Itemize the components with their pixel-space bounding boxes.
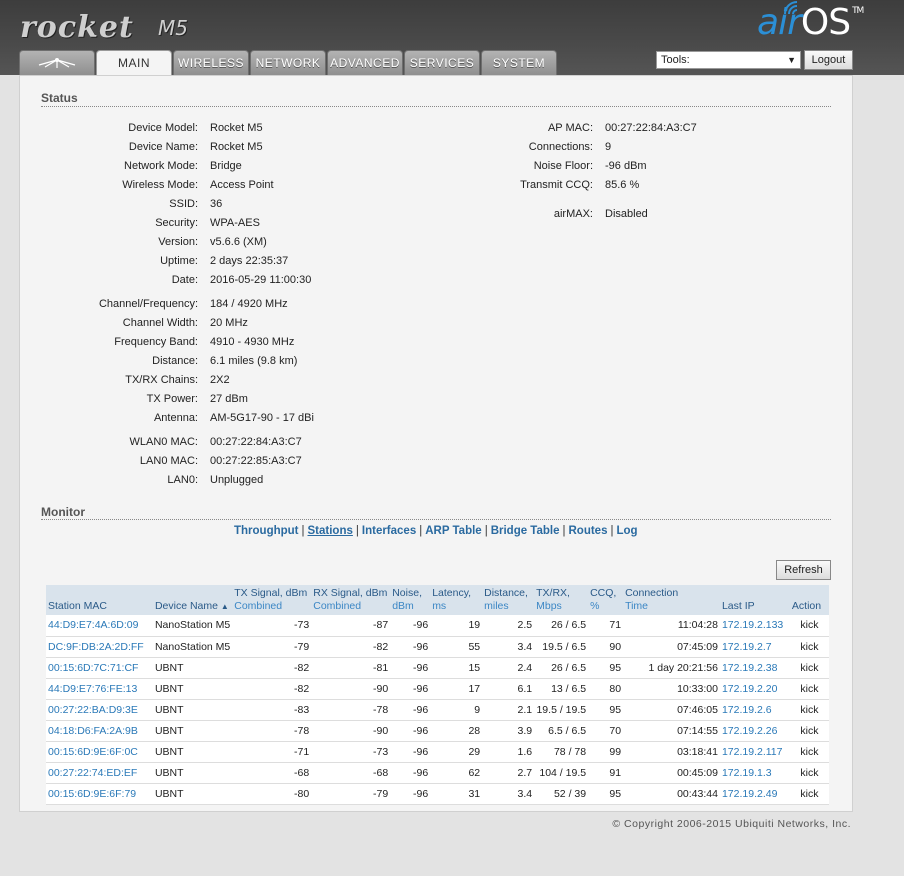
tx-signal: -80 — [232, 783, 311, 804]
kick-link[interactable]: kick — [790, 783, 829, 804]
tx-signal: -82 — [232, 678, 311, 699]
distance: 2.1 — [482, 699, 534, 720]
status-value: WPA-AES — [210, 217, 260, 229]
device-name: NanoStation M5 — [153, 636, 232, 657]
column-header-label: TX Signal, dBm — [234, 587, 308, 599]
device-name: UBNT — [153, 741, 232, 762]
latency: 9 — [430, 699, 482, 720]
tx-signal: -83 — [232, 699, 311, 720]
status-value: v5.6.6 (XM) — [210, 236, 267, 248]
status-label: Wireless Mode: — [122, 179, 198, 191]
noise: -96 — [390, 699, 430, 720]
tx-rx-rate: 78 / 78 — [534, 741, 588, 762]
ccq: 91 — [588, 762, 623, 783]
rx-signal: -90 — [311, 720, 390, 741]
status-label: Date: — [171, 274, 198, 286]
latency: 28 — [430, 720, 482, 741]
distance: 2.4 — [482, 657, 534, 678]
station-mac-link[interactable]: 44:D9:E7:4A:6D:09 — [46, 615, 153, 636]
rx-signal: -81 — [311, 657, 390, 678]
column-header-label: Last IP — [721, 600, 755, 612]
status-label: TX/RX Chains: — [125, 374, 198, 386]
last-ip-link[interactable]: 172.19.2.117 — [720, 741, 790, 762]
tx-rx-rate: 26 / 6.5 — [534, 657, 588, 678]
device-name: UBNT — [153, 783, 232, 804]
monitor-divider — [41, 519, 831, 520]
latency: 15 — [430, 657, 482, 678]
latency: 31 — [430, 783, 482, 804]
station-mac-link[interactable]: 44:D9:E7:76:FE:13 — [46, 678, 153, 699]
status-label: Channel Width: — [122, 317, 198, 329]
kick-link[interactable]: kick — [790, 657, 829, 678]
status-label: Device Model: — [128, 122, 198, 134]
column-header[interactable] — [430, 585, 482, 615]
kick-link[interactable]: kick — [790, 720, 829, 741]
main-panel — [19, 75, 853, 812]
tx-rx-rate: 104 / 19.5 — [534, 762, 588, 783]
connection-time: 00:43:44 — [623, 783, 720, 804]
noise: -96 — [390, 636, 430, 657]
tab-services[interactable]: SERVICES — [404, 50, 480, 75]
status-value: 27 dBm — [210, 393, 248, 405]
tab-ubiquiti-home[interactable] — [19, 50, 95, 75]
tab-network[interactable]: NETWORK — [250, 50, 326, 75]
last-ip-link[interactable]: 172.19.2.6 — [720, 699, 790, 720]
refresh-button[interactable]: Refresh — [776, 560, 831, 580]
column-header-sublabel: Combined — [234, 600, 283, 612]
distance: 1.6 — [482, 741, 534, 762]
column-header[interactable] — [588, 585, 623, 615]
status-value: 2X2 — [210, 374, 230, 386]
tx-rx-rate: 19.5 / 6.5 — [534, 636, 588, 657]
noise: -96 — [390, 741, 430, 762]
column-header-label: Station MAC — [48, 600, 107, 612]
status-section-title: Status — [41, 91, 78, 105]
column-header-label: Device Name — [154, 600, 218, 612]
tools-dropdown[interactable] — [656, 51, 801, 69]
last-ip-link[interactable]: 172.19.1.3 — [720, 762, 790, 783]
column-header-sublabel: miles — [484, 600, 509, 612]
latency: 29 — [430, 741, 482, 762]
stations-header-row — [46, 585, 829, 615]
table-row — [46, 783, 829, 804]
ccq: 71 — [588, 615, 623, 636]
status-label: LAN0 MAC: — [139, 455, 198, 467]
status-value: 184 / 4920 MHz — [210, 298, 288, 310]
status-value: 36 — [210, 198, 223, 210]
latency: 17 — [430, 678, 482, 699]
column-header-label: Distance, — [484, 587, 528, 599]
status-label: Frequency Band: — [114, 336, 198, 348]
last-ip-link[interactable]: 172.19.2.7 — [720, 636, 790, 657]
connection-time: 1 day 20:21:56 — [623, 657, 720, 678]
device-name: UBNT — [153, 657, 232, 678]
airos-logo-suffix: OS — [800, 2, 851, 43]
top-header — [0, 0, 904, 75]
status-value: Unplugged — [210, 474, 264, 486]
tx-signal: -68 — [232, 762, 311, 783]
ccq: 99 — [588, 741, 623, 762]
station-mac-link[interactable]: 00:15:6D:9E:6F:0C — [46, 741, 153, 762]
status-label: LAN0: — [167, 474, 198, 486]
status-label: TX Power: — [146, 393, 198, 405]
status-value: 2 days 22:35:37 — [210, 255, 289, 267]
column-header[interactable] — [232, 585, 311, 615]
distance: 2.5 — [482, 615, 534, 636]
rx-signal: -82 — [311, 636, 390, 657]
tx-rx-rate: 6.5 / 6.5 — [534, 720, 588, 741]
connection-time: 07:45:09 — [623, 636, 720, 657]
column-header-sublabel: ms — [432, 600, 447, 612]
column-header[interactable] — [46, 585, 153, 615]
distance: 3.4 — [482, 636, 534, 657]
trademark-mark: TM — [852, 6, 864, 16]
tab-wireless[interactable]: WIRELESS — [173, 50, 249, 75]
monitor-section-title: Monitor — [41, 505, 85, 519]
distance: 3.9 — [482, 720, 534, 741]
rx-signal: -78 — [311, 699, 390, 720]
tx-signal: -78 — [232, 720, 311, 741]
link-separator: | — [419, 525, 423, 537]
table-row — [46, 720, 829, 741]
table-row — [46, 699, 829, 720]
column-header[interactable] — [482, 585, 534, 615]
rx-signal: -79 — [311, 783, 390, 804]
ccq: 90 — [588, 636, 623, 657]
column-header-sublabel: % — [590, 600, 600, 612]
column-header[interactable] — [623, 585, 720, 615]
model-logo: M5 — [158, 16, 188, 40]
column-header-label: Latency, — [432, 587, 472, 599]
link-separator: | — [301, 525, 305, 537]
noise: -96 — [390, 783, 430, 804]
status-value: 6.1 miles (9.8 km) — [210, 355, 298, 367]
status-label: WLAN0 MAC: — [129, 436, 198, 448]
status-value: 00:27:22:84:A3:C7 — [605, 122, 697, 134]
rocket-logo: rocket — [20, 10, 134, 45]
noise: -96 — [390, 762, 430, 783]
table-row — [46, 741, 829, 762]
device-name: UBNT — [153, 678, 232, 699]
table-row — [46, 657, 829, 678]
status-divider — [41, 106, 831, 107]
link-separator: | — [610, 525, 614, 537]
column-header[interactable] — [153, 585, 232, 615]
rx-signal: -90 — [311, 678, 390, 699]
monitor-link-interfaces[interactable]: Interfaces — [361, 525, 417, 537]
station-mac-link[interactable]: 04:18:D6:FA:2A:9B — [46, 720, 153, 741]
table-row — [46, 636, 829, 657]
column-header[interactable] — [790, 585, 829, 615]
noise: -96 — [390, 657, 430, 678]
status-label: Distance: — [152, 355, 198, 367]
status-label: Device Name: — [128, 141, 198, 153]
tx-rx-rate: 19.5 / 19.5 — [534, 699, 588, 720]
kick-link[interactable]: kick — [790, 699, 829, 720]
connection-time: 07:46:05 — [623, 699, 720, 720]
monitor-link-log[interactable]: Log — [616, 525, 638, 537]
last-ip-link[interactable]: 172.19.2.20 — [720, 678, 790, 699]
status-value: 9 — [605, 141, 612, 153]
column-header-label: Action — [791, 600, 822, 612]
column-header-label: Connection — [625, 587, 679, 599]
status-value: -96 dBm — [605, 160, 647, 172]
status-label: Noise Floor: — [533, 160, 593, 172]
device-name: NanoStation M5 — [153, 615, 232, 636]
station-mac-link[interactable]: 00:27:22:74:ED:EF — [46, 762, 153, 783]
device-name: UBNT — [153, 720, 232, 741]
copyright-text: © Copyright 2006-2015 Ubiquiti Networks, Inc. — [612, 818, 851, 830]
connection-time: 00:45:09 — [623, 762, 720, 783]
noise: -96 — [390, 615, 430, 636]
tab-system[interactable]: SYSTEM — [481, 50, 557, 75]
status-value: Rocket M5 — [210, 141, 263, 153]
rx-signal: -73 — [311, 741, 390, 762]
latency: 62 — [430, 762, 482, 783]
station-mac-link[interactable]: DC:9F:DB:2A:2D:FF — [46, 636, 153, 657]
status-value: 4910 - 4930 MHz — [210, 336, 295, 348]
status-value: 2016-05-29 11:00:30 — [210, 274, 312, 286]
status-label: airMAX: — [553, 208, 593, 220]
status-label: AP MAC: — [547, 122, 593, 134]
link-separator: | — [355, 525, 359, 537]
column-header-label: TX/RX, — [536, 587, 570, 599]
rx-signal: -87 — [311, 615, 390, 636]
tx-rx-rate: 13 / 6.5 — [534, 678, 588, 699]
status-value: 00:27:22:84:A3:C7 — [210, 436, 302, 448]
status-label: Channel/Frequency: — [98, 298, 198, 310]
ccq: 70 — [588, 720, 623, 741]
column-header-label: CCQ, — [590, 587, 617, 599]
connection-time: 07:14:55 — [623, 720, 720, 741]
column-header-label: Noise, — [392, 587, 422, 599]
tx-signal: -71 — [232, 741, 311, 762]
status-label: Version: — [158, 236, 198, 248]
device-name: UBNT — [153, 762, 232, 783]
rx-signal: -68 — [311, 762, 390, 783]
tx-signal: -73 — [232, 615, 311, 636]
table-row — [46, 762, 829, 783]
latency: 55 — [430, 636, 482, 657]
tab-advanced[interactable]: ADVANCED — [327, 50, 403, 75]
status-label: Uptime: — [160, 255, 198, 267]
kick-link[interactable]: kick — [790, 615, 829, 636]
connection-time: 10:33:00 — [623, 678, 720, 699]
tx-signal: -82 — [232, 657, 311, 678]
chevron-down-icon: ▼ — [787, 55, 796, 65]
stations-body — [46, 615, 829, 804]
device-name: UBNT — [153, 699, 232, 720]
column-header[interactable] — [311, 585, 390, 615]
tx-rx-rate: 52 / 39 — [534, 783, 588, 804]
column-header-sublabel: Combined — [313, 600, 362, 612]
tx-rx-rate: 26 / 6.5 — [534, 615, 588, 636]
column-header[interactable] — [720, 585, 790, 615]
ubiquiti-logo-icon — [37, 56, 77, 70]
status-value: 20 MHz — [210, 317, 248, 329]
column-header[interactable] — [390, 585, 430, 615]
monitor-link-arp-table[interactable]: ARP Table — [425, 525, 482, 537]
monitor-link-routes[interactable]: Routes — [568, 525, 608, 537]
connection-time: 03:18:41 — [623, 741, 720, 762]
sort-ascending-icon: ▲ — [220, 602, 229, 611]
station-mac-link[interactable]: 00:15:6D:9E:6F:79 — [46, 783, 153, 804]
column-header-label: RX Signal, dBm — [313, 587, 388, 599]
latency: 19 — [430, 615, 482, 636]
table-row — [46, 678, 829, 699]
status-label: Antenna: — [153, 412, 198, 424]
last-ip-link[interactable]: 172.19.2.49 — [720, 783, 790, 804]
status-label: Transmit CCQ: — [520, 179, 593, 191]
tools-dropdown-value: Tools: — [661, 54, 690, 66]
column-header-sublabel: Time — [625, 600, 649, 612]
status-value: 85.6 % — [605, 179, 640, 191]
status-value: Bridge — [210, 160, 242, 172]
column-header[interactable] — [534, 585, 588, 615]
link-separator: | — [484, 525, 488, 537]
ccq: 80 — [588, 678, 623, 699]
monitor-link-stations[interactable]: Stations — [307, 525, 353, 537]
table-row — [46, 615, 829, 636]
column-header-sublabel: dBm — [392, 600, 414, 612]
kick-link[interactable]: kick — [790, 741, 829, 762]
status-value: 00:27:22:85:A3:C7 — [210, 455, 302, 467]
monitor-link-bridge-table[interactable]: Bridge Table — [490, 525, 560, 537]
kick-link[interactable]: kick — [790, 762, 829, 783]
ccq: 95 — [588, 657, 623, 678]
monitor-link-throughput[interactable]: Throughput — [234, 525, 299, 537]
last-ip-link[interactable]: 172.19.2.26 — [720, 720, 790, 741]
status-label: SSID: — [169, 198, 198, 210]
column-header-sublabel: Mbps — [536, 600, 562, 612]
monitor-nav — [234, 525, 654, 537]
ccq: 95 — [588, 783, 623, 804]
stations-table — [46, 585, 829, 805]
last-ip-link[interactable]: 172.19.2.38 — [720, 657, 790, 678]
status-label: Connections: — [528, 141, 593, 153]
last-ip-link[interactable]: 172.19.2.133 — [720, 615, 790, 636]
link-separator: | — [562, 525, 566, 537]
noise: -96 — [390, 678, 430, 699]
status-label: Network Mode: — [124, 160, 198, 172]
tx-signal: -79 — [232, 636, 311, 657]
station-mac-link[interactable]: 00:15:6D:7C:71:CF — [46, 657, 153, 678]
ccq: 95 — [588, 699, 623, 720]
distance: 6.1 — [482, 678, 534, 699]
distance: 2.7 — [482, 762, 534, 783]
tab-main[interactable]: MAIN — [96, 50, 172, 75]
status-value: Rocket M5 — [210, 122, 263, 134]
kick-link[interactable]: kick — [790, 678, 829, 699]
connection-time: 11:04:28 — [623, 615, 720, 636]
status-value: Access Point — [210, 179, 274, 191]
distance: 3.4 — [482, 783, 534, 804]
status-label: Security: — [155, 217, 198, 229]
kick-link[interactable]: kick — [790, 636, 829, 657]
status-value: Disabled — [605, 208, 648, 220]
station-mac-link[interactable]: 00:27:22:BA:D9:3E — [46, 699, 153, 720]
noise: -96 — [390, 720, 430, 741]
logout-button[interactable]: Logout — [804, 50, 853, 70]
status-value: AM-5G17-90 - 17 dBi — [210, 412, 314, 424]
airos-logo — [757, 2, 864, 43]
airos-logo-prefix: air — [757, 2, 801, 43]
